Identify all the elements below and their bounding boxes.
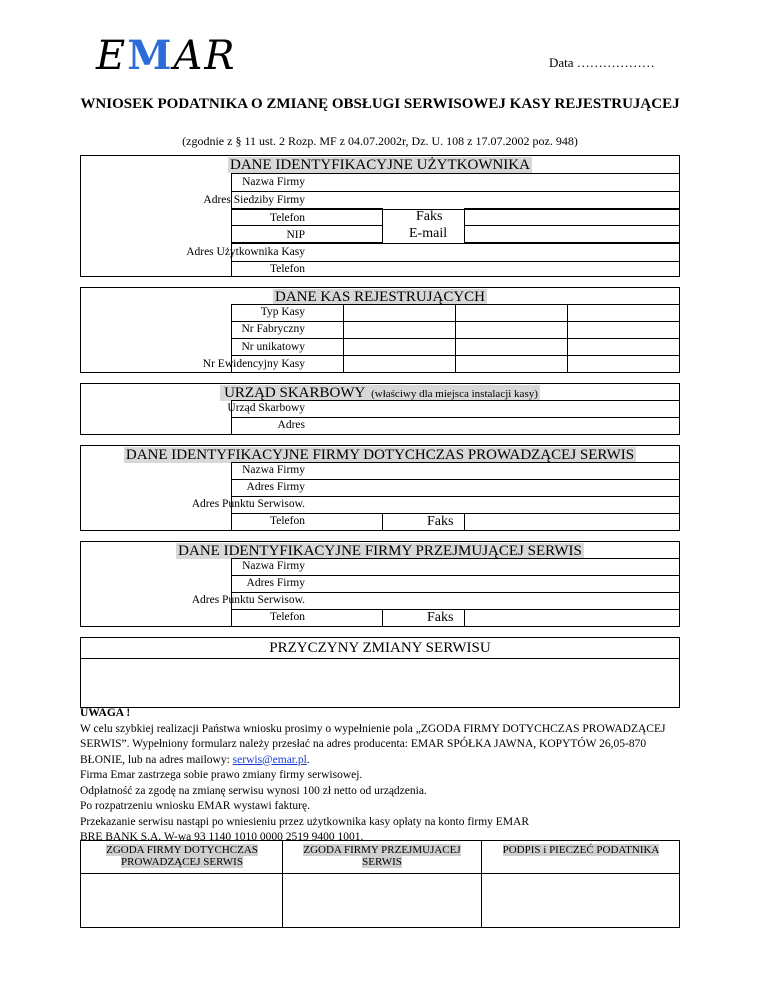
signature-field-current[interactable] — [81, 874, 281, 927]
notes-line-3: Odpłatność za zgodę na zmianę serwisu wynosi 100 zł netto od urządzenia. — [80, 784, 427, 797]
label-current-service-point: Adres Punktu Serwisow. — [191, 498, 305, 510]
section-reasons — [80, 637, 680, 708]
label-new-name: Nazwa Firmy — [242, 560, 305, 572]
input-tax-office[interactable] — [231, 400, 680, 418]
signature-field-taxpayer[interactable] — [482, 874, 679, 927]
label-current-name: Nazwa Firmy — [242, 464, 305, 476]
label-company-address: Adres Siedziby Firmy — [203, 194, 305, 206]
section-new-service-header: DANE IDENTYFIKACYJNE FIRMY PRZEJMUJĄCEJ SERWIS — [178, 543, 582, 559]
date-field[interactable]: Data ……………… — [549, 55, 655, 70]
label-phone-2: Telefon — [270, 263, 305, 275]
section-current-service — [80, 445, 680, 531]
label-current-faks: Faks — [427, 514, 454, 529]
input-current-phone[interactable] — [231, 513, 383, 531]
form-title: WNIOSEK PODATNIKA O ZMIANĘ OBSŁUGI SERWISOWEJ KASY REJESTRUJĄCEJ — [80, 96, 680, 112]
section-registers — [80, 287, 680, 373]
label-tax-office: Urząd Skarbowy — [227, 402, 305, 414]
label-register-type: Typ Kasy — [260, 306, 305, 318]
form-subtitle: (zgodnie z § 11 ust. 2 Rozp. MF z 04.07.2002r, Dz. U. 108 z 17.07.2002 poz. 948) — [182, 134, 578, 148]
signature-label-new: ZGODA FIRMY PRZEJMUJACEJ SERWIS — [303, 844, 461, 868]
label-unique-number: Nr unikatowy — [241, 341, 305, 353]
section-registers-header: DANE KAS REJESTRUJĄCYCH — [274, 289, 486, 305]
input-company-name[interactable] — [231, 173, 680, 192]
section-reasons-header: PRZYCZYNY ZMIANY SERWISU — [269, 640, 491, 656]
input-current-name[interactable] — [231, 462, 680, 480]
notes-line-2: Firma Emar zastrzega sobie prawo zmiany firmy serwisowej. — [80, 769, 363, 781]
label-faks: Faks — [416, 209, 443, 224]
label-email: E-mail — [409, 226, 448, 241]
input-new-address[interactable] — [231, 575, 680, 593]
label-new-faks: Faks — [427, 610, 454, 625]
input-faks[interactable] — [464, 208, 680, 226]
input-new-service-point[interactable] — [231, 592, 680, 610]
notes-block — [80, 706, 680, 846]
notes-heading: UWAGA ! — [80, 707, 131, 719]
input-new-phone[interactable] — [231, 609, 383, 627]
label-new-phone: Telefon — [270, 611, 305, 623]
label-new-address: Adres Firmy — [246, 577, 305, 589]
section-user-header: DANE IDENTYFIKACYJNE UŻYTKOWNIKA — [230, 157, 530, 173]
signature-field-new[interactable] — [283, 874, 480, 927]
label-registry-number: Nr Ewidencyjny Kasy — [202, 358, 305, 370]
section-tax-office-header: URZĄD SKARBOWY (właściwy dla miejsca instalacji kasy) — [81, 385, 679, 402]
notes-line-1: W celu szybkiej realizacji Państwa wniosku prosimy o wypełnienie pola „ZGODA FIRMY DOTYCHCZAS PROWADZĄCEJ SERWIS”. Wypełniony formularz należy przesłać na adres producenta: EMAR SPÓŁKA JAWNA, KOPYTÓW 26,05-870 BŁONIE, lub na adres mailowy: serwis@emar.pl. — [80, 722, 666, 766]
email-link[interactable]: serwis@emar.pl — [232, 753, 307, 766]
label-current-address: Adres Firmy — [246, 481, 305, 493]
section-current-service-header: DANE IDENTYFIKACYJNE FIRMY DOTYCHCZAS PROWADZĄCEJ SERWIS — [125, 447, 635, 463]
emar-logo: EMAR — [96, 32, 237, 79]
label-tax-address: Adres — [277, 419, 305, 431]
label-new-service-point: Adres Punktu Serwisow. — [191, 594, 305, 606]
input-reasons[interactable] — [80, 658, 680, 708]
input-new-name[interactable] — [231, 558, 680, 576]
input-current-address[interactable] — [231, 479, 680, 497]
label-user-address: Adres Użytkownika Kasy — [186, 246, 305, 258]
input-email[interactable] — [464, 225, 680, 243]
notes-line-4: Po rozpatrzeniu wniosku EMAR wystawi fakturę. — [80, 800, 310, 812]
input-tax-address[interactable] — [231, 417, 680, 435]
label-company-name: Nazwa Firmy — [242, 176, 305, 188]
label-serial-number: Nr Fabryczny — [241, 323, 305, 335]
notes-line-5: Przekazanie serwisu nastąpi po wniesieniu przez użytkownika kasy opłaty na konto firmy EMAR — [80, 815, 530, 828]
label-current-phone: Telefon — [270, 515, 305, 527]
notes-line-6: BRE BANK S.A. W-wa 93 1140 1010 0000 2519 9400 1001. — [80, 831, 364, 843]
section-user-data — [80, 155, 680, 277]
section-new-service — [80, 541, 680, 627]
label-phone: Telefon — [270, 212, 305, 224]
input-current-service-point[interactable] — [231, 496, 680, 514]
input-phone[interactable] — [231, 208, 383, 226]
input-new-faks[interactable] — [464, 609, 680, 627]
section-tax-office — [80, 383, 680, 435]
signature-table — [80, 840, 680, 928]
input-nip[interactable] — [231, 225, 383, 243]
input-user-address[interactable] — [231, 243, 680, 262]
signature-label-taxpayer: PODPIS i PIECZEĆ PODATNIKA — [502, 844, 660, 856]
input-phone-2[interactable] — [231, 261, 680, 277]
label-nip: NIP — [286, 229, 305, 241]
signature-label-current: ZGODA FIRMY DOTYCHCZAS PROWADZĄCEJ SERWIS — [106, 844, 258, 868]
input-current-faks[interactable] — [464, 513, 680, 531]
